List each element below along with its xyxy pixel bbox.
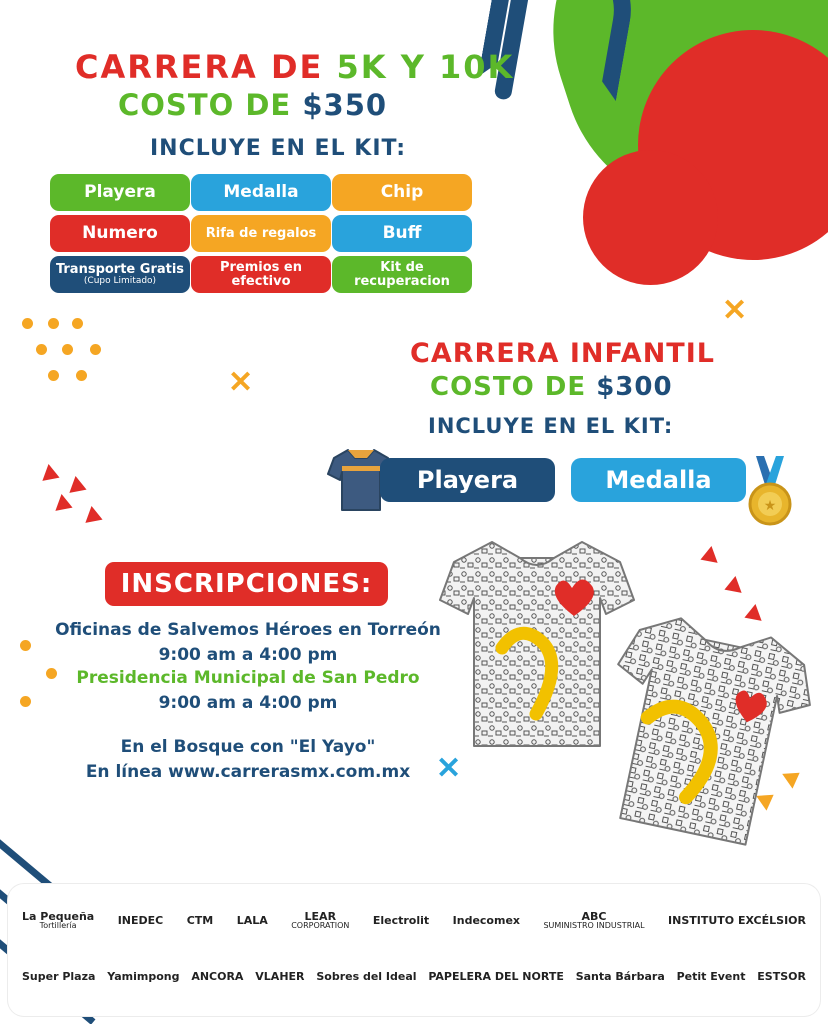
sponsor-logo [22,971,95,982]
kids-race-title: CARRERA INFANTIL [410,338,715,369]
registration-line: Oficinas de Salvemos Héroes en Torreón [55,620,441,640]
kit-item-label: Chip [380,181,424,202]
kit-item-7 [191,256,331,293]
kit-item-8 [332,256,472,293]
sponsor-name: LALA [236,913,268,927]
sponsor-row [18,948,810,1004]
sponsor-bar [8,884,820,1016]
sponsor-logo [576,971,665,982]
race-title-part1: CARRERA DE [75,48,337,86]
sponsor-logo [453,915,520,926]
sponsor-name: ESTSOR [757,969,806,983]
sponsor-name: INSTITUTO EXCÉLSIOR [668,913,806,927]
registration-banner [105,562,388,606]
kit-item-label: Kit de recuperacion [354,259,450,289]
sponsor-name: INEDEC [117,913,164,927]
cross-decoration: ✕ [722,294,748,327]
sponsor-logo [757,971,806,982]
sponsor-name: VLAHER [255,969,305,983]
sponsor-subname: SUMINISTRO INDUSTRIAL [543,920,645,930]
sponsor-logo [22,911,94,930]
svg-text:★: ★ [763,498,777,514]
kids-cost-label: COSTO DE [430,372,597,402]
sponsor-name: Sobres del Ideal [316,969,417,983]
red-circle-decoration [583,150,718,285]
kit-item-label: Rifa de regalos [205,225,317,241]
cost-amount: $350 [302,88,388,122]
dot-decoration [90,344,101,355]
sponsor-logo [118,915,164,926]
sponsor-name: PAPELERA DEL NORTE [428,969,564,983]
kids-cost-amount: $300 [596,372,673,402]
kit-item-0 [50,174,190,211]
sponsor-name: Super Plaza [22,969,96,983]
dot-decoration [20,640,31,651]
kit-item-label: Buff [382,222,422,243]
dot-decoration [76,370,87,381]
kit-item-label: Transporte Gratis [55,261,185,277]
page-title [75,48,514,86]
sponsor-logo [543,911,644,930]
sponsor-name: Petit Event [676,969,746,983]
cost-label: COSTO DE [118,88,303,122]
triangle-decoration [85,506,105,528]
sponsor-name: La Pequeña [22,909,95,923]
kit-item-5 [332,215,472,252]
kit-item-label: Numero [82,222,158,243]
sponsor-logo [677,971,746,982]
kids-kit-heading: INCLUYE EN EL KIT: [428,414,674,438]
kit-item-4 [191,215,331,252]
triangle-decoration [69,476,89,498]
medal-icon [742,452,798,535]
sponsor-logo [191,971,243,982]
cross-decoration: ✕ [228,366,254,399]
dot-decoration [20,696,31,707]
registration-line: En el Bosque con "El Yayo" [120,737,376,757]
kit-items-grid [50,174,472,293]
registration-line: 9:00 am a 4:00 pm [158,693,338,713]
triangle-decoration [697,546,717,568]
dot-decoration [36,344,47,355]
sponsor-name: LEAR [304,909,337,923]
sponsor-name: ANCORA [191,969,244,983]
registration-link[interactable]: En línea www.carrerasmx.com.mx [85,762,411,782]
kit-heading: INCLUYE EN EL KIT: [150,136,407,161]
sponsor-logo [373,915,429,926]
kit-item-3 [50,215,190,252]
tshirt-photo-white-2 [596,612,816,857]
sponsor-logo [668,915,806,926]
cross-decoration: ✕ [436,752,462,785]
kit-item-label: Playera [84,181,156,202]
sponsor-logo [107,971,179,982]
triangle-decoration [42,464,62,486]
registration-line: Presidencia Municipal de San Pedro [76,668,420,688]
registration-line: 9:00 am a 4:00 pm [158,645,338,665]
sponsor-row [18,892,810,948]
sponsor-logo [187,915,214,926]
kit-item-label: Premios en efectivo [219,259,303,289]
sponsor-logo [291,911,349,930]
kit-item-6 [50,256,190,293]
triangle-decoration [721,576,741,598]
sponsor-subname: Tortillería [39,920,77,930]
race-cost [118,88,387,122]
sponsor-logo [316,971,416,982]
sponsor-name: Yamimpong [107,969,180,983]
kit-item-label: Medalla [223,181,299,202]
sponsor-name: ABC [581,909,607,923]
sponsor-name: Santa Bárbara [575,969,665,983]
dot-decoration [48,318,59,329]
kids-kit-item-0: Playera [380,458,555,502]
kids-kit-item-1: Medalla [571,458,746,502]
sponsor-logo [237,915,268,926]
dot-decoration [72,318,83,329]
kids-race-cost [430,372,673,402]
sponsor-name: CTM [186,913,214,927]
kit-item-1 [191,174,331,211]
kids-kit-items [380,458,746,502]
sponsor-logo [428,971,564,982]
sponsor-name: Electrolit [372,913,430,927]
race-title-part2: 5K Y 10K [336,48,515,86]
registration-banner-label: INSCRIPCIONES: [120,569,373,599]
dot-decoration [48,370,59,381]
kit-item-sublabel: (Cupo Limitado) [83,275,157,286]
dot-decoration [22,318,33,329]
sponsor-name: Indecomex [452,913,520,927]
dot-decoration [62,344,73,355]
sponsor-logo [255,971,304,982]
sponsor-subname: CORPORATION [291,920,350,930]
triangle-decoration [55,494,75,516]
kit-item-2 [332,174,472,211]
